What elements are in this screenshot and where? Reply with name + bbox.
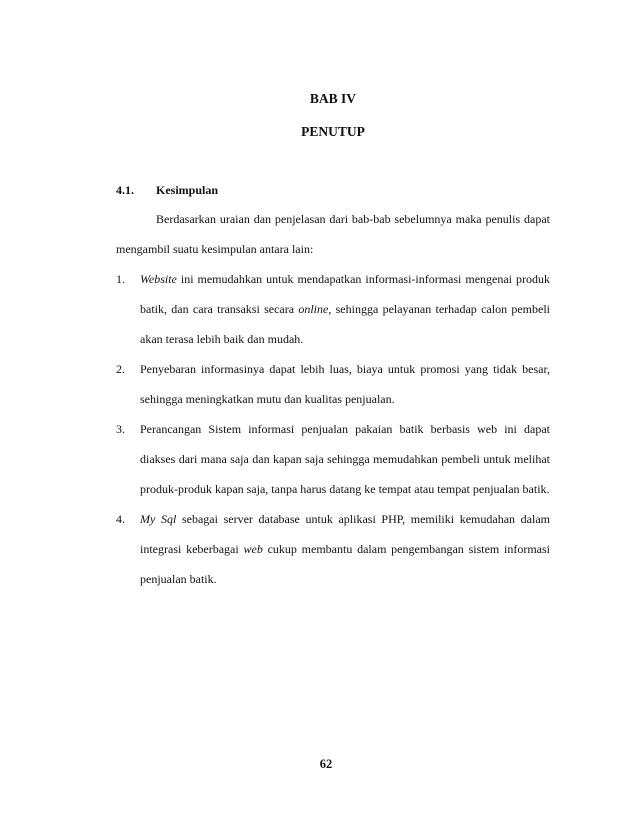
italic-term: Website	[140, 272, 177, 286]
text-segment: ini memudahkan untuk mendapatkan informasi-informasi mengenai produk batik, dan cara transaksi secara	[140, 272, 550, 316]
italic-term: online	[298, 302, 329, 316]
section-title: Kesimpulan	[156, 183, 219, 197]
list-item	[116, 414, 550, 504]
list-item-text: Perancangan Sistem informasi penjualan pakaian batik berbasis web ini dapat diakses dari mana saja dan kapan saja sehingga memudahkan pembeli untuk melihat produk-produk kapan saja, tanpa harus datang ke tempat atau tempat penjualan batik.	[140, 422, 550, 496]
list-item	[116, 504, 550, 594]
section-number: 4.1.	[116, 183, 134, 197]
list-item-number: 2.	[116, 362, 125, 376]
list-item-number: 3.	[116, 422, 125, 436]
chapter-number: BAB IV	[309, 91, 357, 106]
list-item-number: 4.	[116, 512, 125, 526]
intro-paragraph: Berdasarkan uraian dan penjelasan dari bab-bab sebelumnya maka penulis dapat mengambil suatu kesimpulan antara lain:	[116, 212, 550, 256]
italic-term: web	[243, 542, 263, 556]
text-segment: sebagai server database untuk aplikasi PHP, memiliki kemudahan dalam integrasi keberbagai	[140, 512, 551, 556]
page-number: 62	[319, 757, 333, 771]
italic-term: My Sql	[140, 512, 177, 526]
list-item-text: Penyebaran informasinya dapat lebih luas, biaya untuk promosi yang tidak besar, sehingga meningkatkan mutu dan kualitas penjualan.	[140, 362, 550, 406]
text-segment: cukup membantu dalam pengembangan sistem informasi penjualan batik.	[140, 542, 550, 586]
list-item-number: 1.	[116, 272, 125, 286]
list-item-text	[140, 504, 550, 594]
text-segment: , sehingga pelayanan terhadap calon pembeli akan terasa lebih baik dan mudah.	[140, 302, 551, 346]
list-item	[116, 354, 550, 414]
conclusion-list	[116, 264, 550, 594]
list-item-text	[140, 264, 550, 354]
list-item	[116, 264, 550, 354]
section-heading	[116, 183, 218, 198]
chapter-title: PENUTUP	[301, 124, 365, 139]
